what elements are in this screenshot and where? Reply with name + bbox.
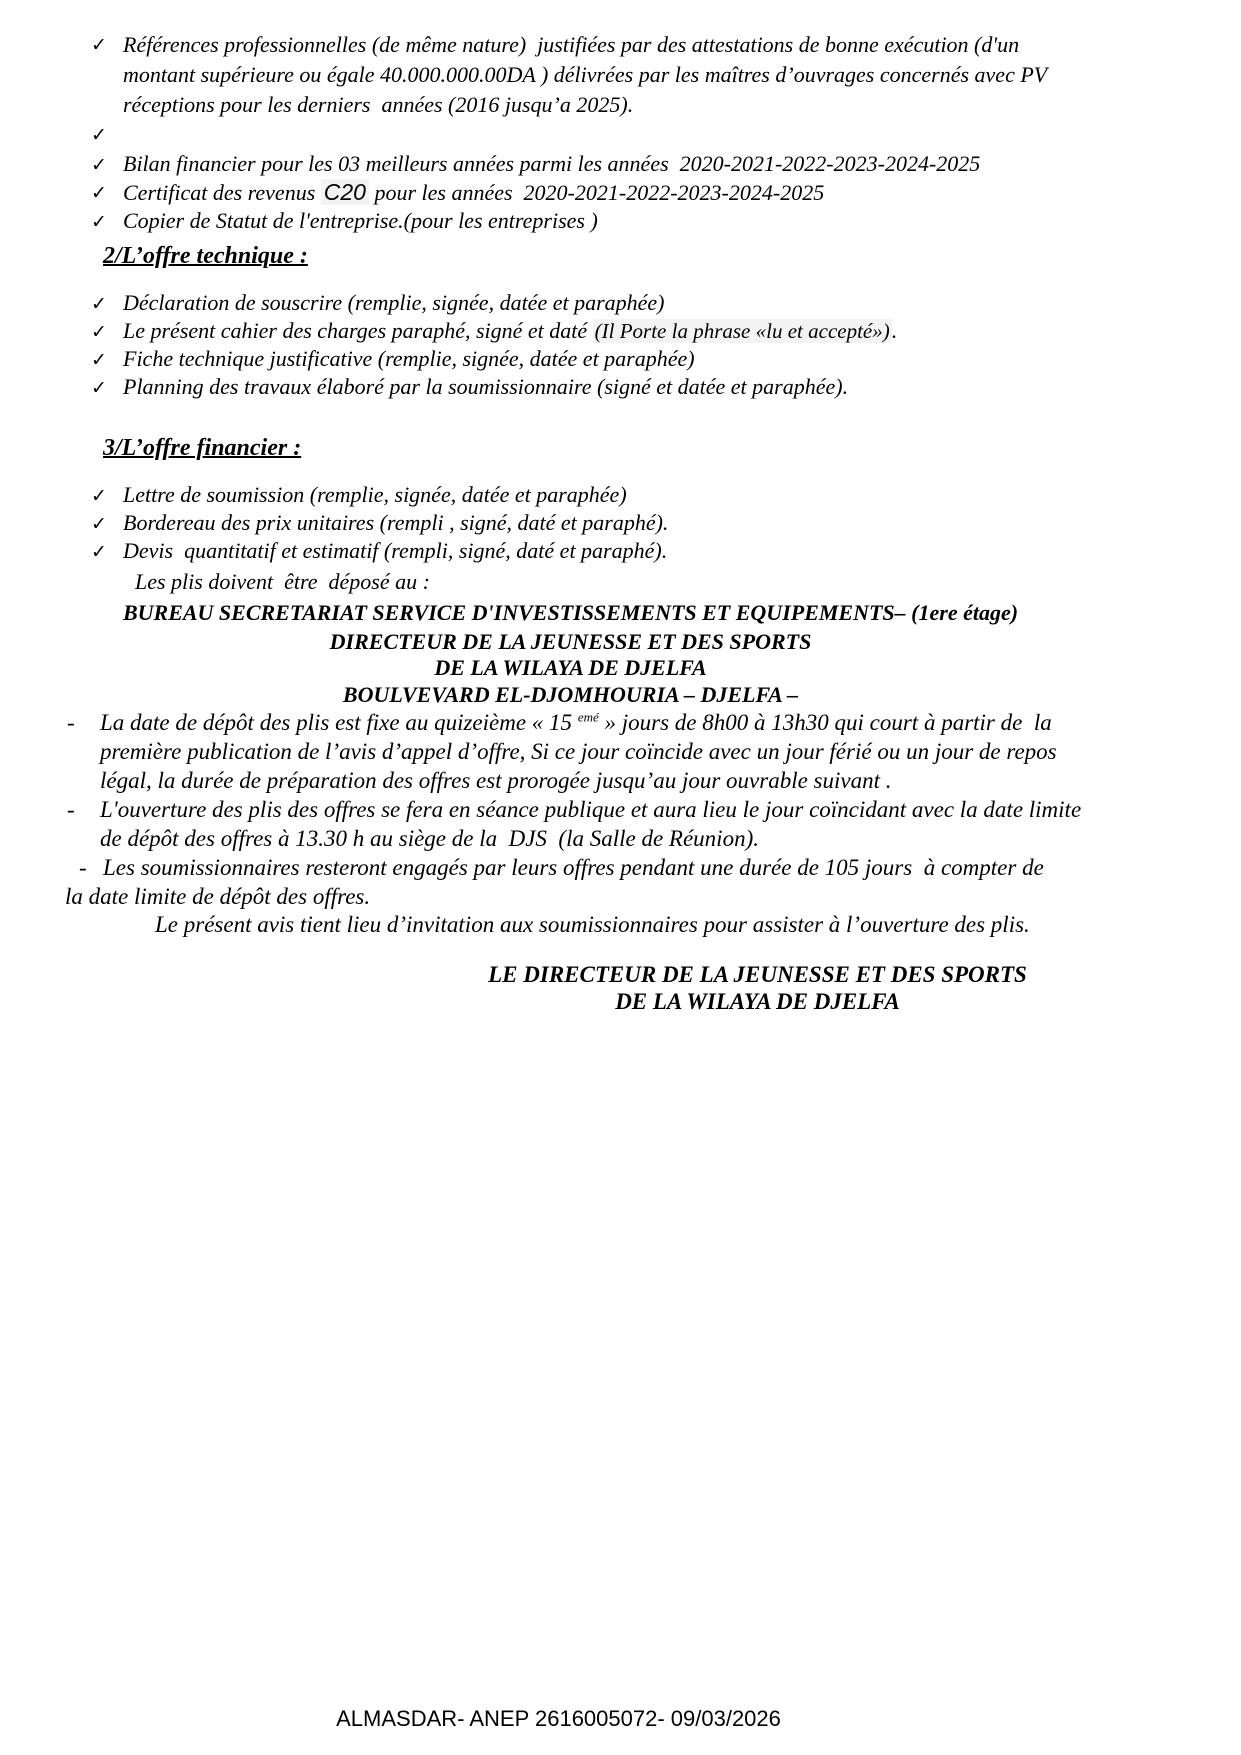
note-text: L'ouverture des plis des offres se fera en séance publique et aura lieu le jour coïncidant avec la date limite: [100, 797, 1082, 822]
checklist-item-references: [65, 30, 1186, 120]
checklist-item-devis: [65, 537, 1186, 565]
note-text: La date de dépôt des plis est fixe au quizeième « 15: [100, 710, 578, 735]
section-heading-offre-technique: 2/L’offre technique :: [103, 243, 308, 269]
checklist-item-bordereau: [65, 509, 1186, 537]
checklist-item-text: Déclaration de souscrire (remplie, signée, datée et paraphée): [123, 290, 665, 315]
checklist-item-text: Planning des travaux élaboré par la soumissionnaire (signé et datée et paraphée).: [123, 374, 849, 399]
checklist-item-text: Fiche technique justificative (remplie, signée, datée et paraphée): [123, 346, 695, 371]
checklist-item-line: réceptions pour les derniers années (2016 jusqu’a 2025).: [123, 92, 634, 117]
section-heading-offre-financier: 3/L’offre financier :: [103, 435, 302, 461]
checkmark-icon: ✓: [91, 34, 107, 56]
checklist-item-empty: [65, 120, 1186, 148]
note-text: de dépôt des offres à 13.30 h au siège de la DJS (la Salle de Réunion).: [100, 826, 759, 851]
signature-line-directeur: LE DIRECTEUR DE LA JEUNESSE ET DES SPORTS: [488, 962, 1027, 987]
checklist-item-planning: [65, 373, 1186, 401]
checklist-item-text: pour les années 2020-2021-2022-2023-2024-2025: [368, 180, 825, 205]
footer-anep-reference: ALMASDAR- ANEP 2616005072- 09/03/2026: [336, 1706, 781, 1731]
checklist-item-text: Certificat des revenus: [123, 180, 321, 205]
checklist-item-line: Références professionnelles (de même nature) justifiées par des attestations de bonne exécution (d'un: [123, 32, 1020, 57]
checklist-item-declaration: [65, 289, 1186, 317]
note-date-depot: [65, 708, 1186, 737]
note-text: légal, la durée de préparation des offres est prorogée jusqu’au jour ouvrable suivant .: [100, 768, 892, 793]
invitation-line: Le présent avis tient lieu d’invitation aux soumissionnaires pour assister à l’ouverture des plis.: [155, 912, 1030, 937]
checklist-item-certificat: [65, 178, 1186, 207]
checklist-item-text: Le présent cahier des charges paraphé, signé et daté: [123, 318, 593, 343]
checklist-item-text: Copier de Statut de l'entreprise.(pour les entreprises ): [123, 208, 598, 233]
checkmark-icon: ✓: [91, 154, 107, 176]
checklist-item-text: Bilan financier pour les 03 meilleurs années parmi les années 2020-2021-2022-2023-2024-2025: [123, 151, 981, 176]
checklist-item-lettre-soumission: [65, 481, 1186, 509]
checklist-item-text: Lettre de soumission (remplie, signée, datée et paraphée): [123, 482, 627, 507]
address-line-wilaya: DE LA WILAYA DE DJELFA: [434, 655, 707, 680]
checklist-item-fiche-technique: [65, 345, 1186, 373]
checkmark-icon: ✓: [91, 293, 107, 315]
checkmark-icon: ✓: [91, 349, 107, 371]
note-ouverture-plis: [65, 795, 1186, 824]
checkmark-icon: ✓: [91, 377, 107, 399]
checkmark-icon: ✓: [91, 541, 107, 563]
highlighted-phrase: (Il Porte la phrase «lu et accepté»): [594, 319, 890, 343]
checkmark-icon: ✓: [91, 321, 107, 343]
checklist-item-text: Devis quantitatif et estimatif (rempli, signé, daté et paraphé).: [123, 538, 668, 563]
dash-bullet: -: [79, 855, 87, 880]
dash-bullet: -: [67, 797, 75, 822]
checkmark-icon: ✓: [91, 124, 107, 146]
c20-code: C20: [321, 179, 369, 205]
checklist-item-text: .: [891, 318, 898, 343]
dash-bullet: -: [67, 710, 75, 735]
checkmark-icon: ✓: [91, 513, 107, 535]
note-text: » jours de 8h00 à 13h30 qui court à partir de la: [598, 710, 1052, 735]
checkmark-icon: ✓: [91, 485, 107, 507]
superscript-eme: emé: [577, 709, 599, 725]
deposit-address: [65, 596, 1076, 708]
note-engagement: [65, 853, 1186, 882]
deposit-intro: Les plis doivent être déposé au :: [135, 569, 430, 594]
checkmark-icon: ✓: [91, 182, 107, 204]
checkmark-icon: ✓: [91, 211, 107, 233]
checklist-item-cahier-charges: [65, 317, 1186, 345]
checklist-item-text: Bordereau des prix unitaires (rempli , signé, daté et paraphé).: [123, 510, 669, 535]
note-text: Les soumissionnaires resteront engagés par leurs offres pendant une durée de 105 jours à compter de: [103, 855, 1044, 880]
checklist-item-line: montant supérieure ou égale 40.000.000.00DA ) délivrées par les maîtres d’ouvrages concernés avec PV: [123, 62, 1048, 87]
note-text: la date limite de dépôt des offres.: [65, 884, 371, 909]
note-text: première publication de l’avis d’appel d’offre, Si ce jour coïncide avec un jour férié ou un jour de repos: [100, 739, 1057, 764]
checklist-item-bilan: [65, 150, 1186, 178]
address-line-boulevard: BOULVEVARD EL-DJOMHOURIA – DJELFA –: [342, 682, 799, 707]
signature-line-wilaya: DE LA WILAYA DE DJELFA: [615, 989, 900, 1014]
checklist-item-statut: [65, 207, 1186, 235]
address-line-directeur: DIRECTEUR DE LA JEUNESSE ET DES SPORTS: [329, 629, 812, 654]
address-line-bureau: BUREAU SECRETARIAT SERVICE D'INVESTISSEMENTS ET EQUIPEMENTS– (1ere étage): [122, 600, 1019, 625]
signature-block: [329, 961, 1186, 1015]
